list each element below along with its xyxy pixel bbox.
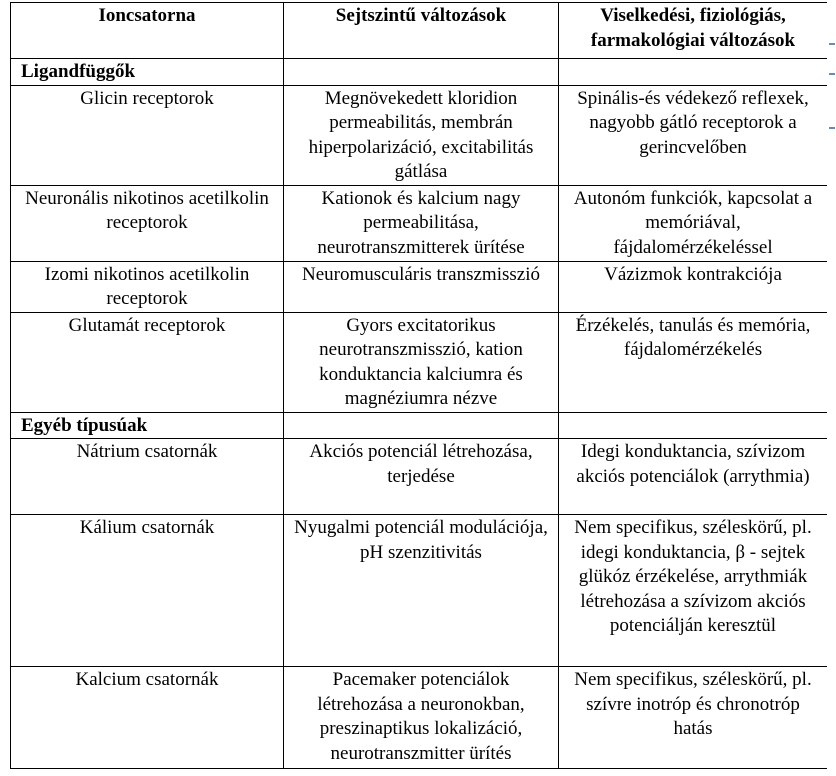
cellular-cell: Pacemaker potenciálok létrehozása a neuronokban, preszinaptikus lokalizáció, neurotranszmitter ürítés xyxy=(284,667,559,769)
channel-cell: Kalcium csatornák xyxy=(11,667,284,769)
table-row xyxy=(11,85,828,185)
edge-mark xyxy=(829,127,835,129)
cellular-cell: Akciós potenciál létrehozása, terjedése xyxy=(284,439,559,515)
edge-mark xyxy=(829,43,835,45)
table-row xyxy=(11,439,828,515)
header-ion-channel: Ioncsatorna xyxy=(11,3,284,59)
behavioral-cell: Idegi konduktancia, szívizom akciós potenciálok (arrythmia) xyxy=(559,439,828,515)
table-row xyxy=(11,312,828,412)
channel-cell: Neuronális nikotinos acetilkolin receptorok xyxy=(11,185,284,261)
cellular-cell: Gyors excitatorikus neurotranszmisszió, kation konduktancia kalciumra és magnéziumra nézve xyxy=(284,312,559,412)
table-row xyxy=(11,185,828,261)
behavioral-cell: Nem specifikus, széleskörű, pl. szívre inotróp és chronotróp hatás xyxy=(559,667,828,769)
channel-cell: Nátrium csatornák xyxy=(11,439,284,515)
window-edge xyxy=(827,0,836,776)
table-row xyxy=(11,261,828,312)
behavioral-cell: Vázizmok kontrakciója xyxy=(559,261,828,312)
channel-cell: Kálium csatornák xyxy=(11,515,284,667)
table-header-row xyxy=(11,3,828,59)
section-title: Ligandfüggők xyxy=(11,59,284,86)
behavioral-cell: Spinális-és védekező reflexek, nagyobb gátló receptorok a gerincvelőben xyxy=(559,85,828,185)
ion-channel-table xyxy=(10,2,828,769)
empty-cell xyxy=(559,412,828,439)
section-title: Egyéb típusúak xyxy=(11,412,284,439)
section-row-other-types xyxy=(11,412,828,439)
cellular-cell: Nyugalmi potenciál modulációja, pH szenzitivitás xyxy=(284,515,559,667)
header-behavioral-changes: Viselkedési, fiziológiás, farmakológiai változások xyxy=(559,3,828,59)
behavioral-cell: Érzékelés, tanulás és memória, fájdalomérzékelés xyxy=(559,312,828,412)
channel-cell: Izomi nikotinos acetilkolin receptorok xyxy=(11,261,284,312)
cellular-cell: Megnövekedett kloridion permeabilitás, membrán hiperpolarizáció, excitabilitás gátlása xyxy=(284,85,559,185)
channel-cell: Glicin receptorok xyxy=(11,85,284,185)
cellular-cell: Neuromusculáris transzmisszió xyxy=(284,261,559,312)
empty-cell xyxy=(284,412,559,439)
empty-cell xyxy=(284,59,559,86)
channel-cell: Glutamát receptorok xyxy=(11,312,284,412)
edge-mark xyxy=(829,73,835,75)
header-cellular-changes: Sejtszintű változások xyxy=(284,3,559,59)
section-row-ligand-gated xyxy=(11,59,828,86)
cellular-cell: Kationok és kalcium nagy permeabilitása, neurotranszmitterek ürítése xyxy=(284,185,559,261)
table-row xyxy=(11,667,828,769)
empty-cell xyxy=(559,59,828,86)
table-row xyxy=(11,515,828,667)
behavioral-cell: Nem specifikus, széleskörű, pl. idegi konduktancia, β - sejtek glükóz érzékelése, arrythmiák létrehozása a szívizom akciós potenciálján keresztül xyxy=(559,515,828,667)
behavioral-cell: Autonóm funkciók, kapcsolat a memóriával, fájdalomérzékeléssel xyxy=(559,185,828,261)
